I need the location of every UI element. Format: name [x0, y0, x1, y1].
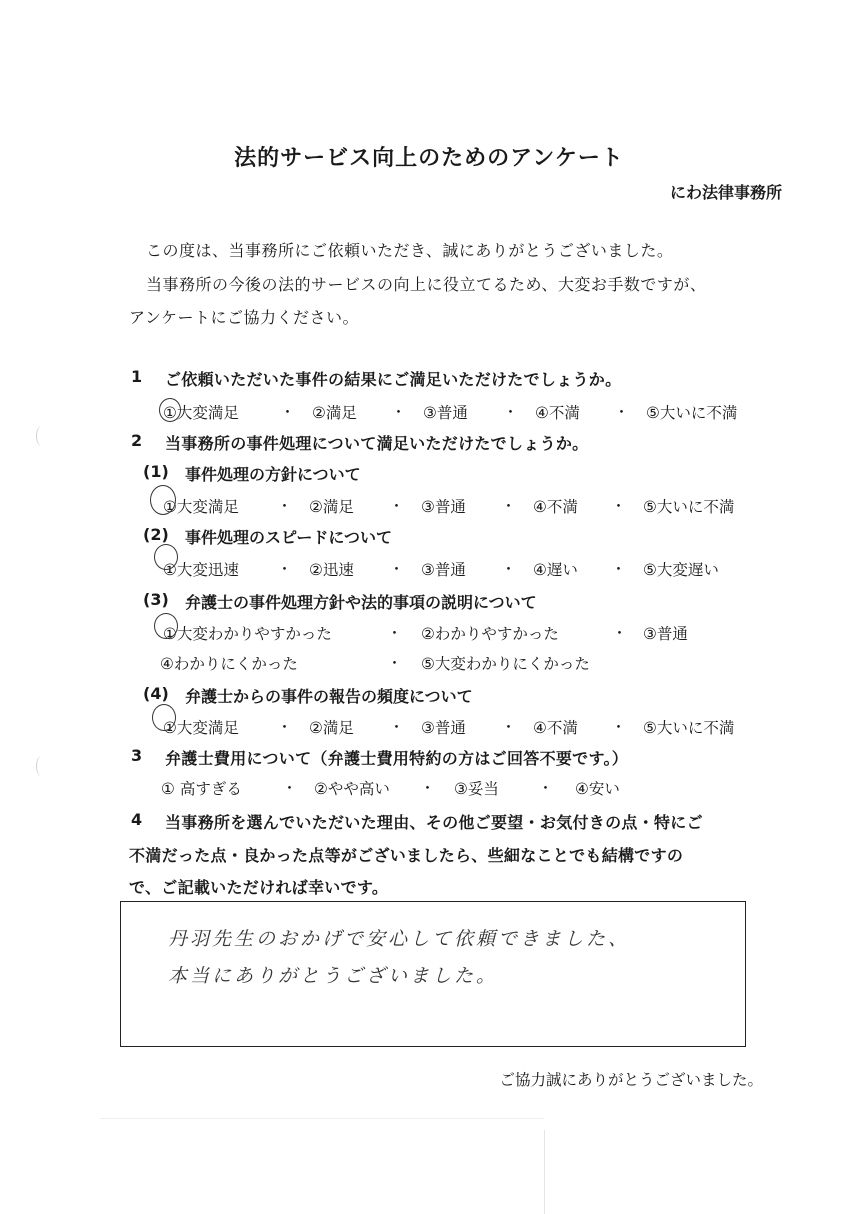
option-2[interactable]: ②わかりやすかった — [421, 625, 559, 643]
page-title: 法的サービス向上のためのアンケート — [234, 146, 624, 171]
question-number: 1 — [131, 367, 143, 386]
option-2[interactable]: ②やや高い — [314, 780, 390, 798]
option-4[interactable]: ④不満 — [533, 719, 578, 737]
option-3[interactable]: ③普通 — [421, 498, 466, 516]
option-4[interactable]: ④遅い — [533, 561, 578, 579]
separator: ・ — [387, 654, 403, 672]
question-number: 4 — [131, 810, 143, 829]
handwritten-answer: 丹羽先生のおかげで安心して依頼できました、 — [168, 928, 631, 950]
option-4[interactable]: ④安い — [575, 780, 620, 798]
option-5[interactable]: ⑤大変遅い — [643, 561, 719, 579]
separator: ・ — [611, 497, 627, 515]
option-3[interactable]: ③普通 — [423, 404, 468, 422]
subquestion-text: 弁護士からの事件の報告の頻度について — [185, 687, 473, 706]
separator: ・ — [501, 718, 517, 736]
selection-circle-mark — [152, 704, 176, 731]
option-2[interactable]: ②満足 — [309, 498, 354, 516]
subquestion-number: (1) — [143, 462, 169, 481]
separator: ・ — [280, 403, 296, 421]
option-3[interactable]: ③妥当 — [454, 780, 499, 798]
selection-circle-mark — [154, 613, 178, 639]
option-4[interactable]: ④不満 — [535, 404, 580, 422]
option-1[interactable]: ①大変わかりやすかった — [163, 625, 332, 643]
separator: ・ — [611, 560, 627, 578]
separator: ・ — [389, 497, 405, 515]
question-number: 3 — [131, 746, 143, 765]
option-3[interactable]: ③普通 — [643, 625, 688, 643]
subquestion-number: (3) — [143, 590, 169, 609]
separator: ・ — [614, 403, 630, 421]
subquestion-text: 弁護士の事件処理方針や法的事項の説明について — [185, 593, 537, 612]
separator: ・ — [277, 560, 293, 578]
separator: ・ — [389, 560, 405, 578]
option-1[interactable]: ① 高すぎる — [161, 780, 242, 798]
selection-circle-mark — [154, 544, 178, 570]
punch-hole-mark — [36, 756, 47, 776]
option-5[interactable]: ⑤大いに不満 — [643, 498, 735, 516]
option-3[interactable]: ③普通 — [421, 719, 466, 737]
separator: ・ — [391, 403, 407, 421]
office-name: にわ法律事務所 — [669, 183, 782, 202]
separator: ・ — [277, 718, 293, 736]
option-2[interactable]: ②迅速 — [309, 561, 354, 579]
handwritten-answer: 本当にありがとうございました。 — [168, 965, 499, 987]
question-text: 弁護士費用について（弁護士費用特約の方はご回答不要です。） — [165, 749, 629, 768]
selection-circle-mark — [150, 485, 176, 515]
separator: ・ — [277, 497, 293, 515]
question-text: 不満だった点・良かった点等がございましたら、些細なことでも結構ですの — [129, 846, 684, 865]
separator: ・ — [503, 403, 519, 421]
option-1[interactable]: ①大変満足 — [163, 719, 239, 737]
option-4[interactable]: ④わかりにくかった — [160, 655, 298, 673]
intro-line: アンケートにご協力ください。 — [129, 308, 360, 327]
subquestion-text: 事件処理の方針について — [185, 465, 361, 484]
question-number: 2 — [131, 431, 143, 450]
separator: ・ — [387, 624, 403, 642]
scan-edge — [544, 1130, 545, 1214]
separator: ・ — [612, 624, 628, 642]
intro-line: この度は、当事務所にご依頼いただき、誠にありがとうございました。 — [146, 241, 674, 260]
option-1[interactable]: ①大変迅速 — [163, 561, 239, 579]
question-text: 当事務所の事件処理について満足いただけたでしょうか。 — [165, 434, 589, 453]
option-2[interactable]: ②満足 — [312, 404, 357, 422]
intro-line: 当事務所の今後の法的サービスの向上に役立てるため、大変お手数ですが、 — [146, 275, 707, 294]
closing-thanks: ご協力誠にありがとうございました。 — [499, 1071, 763, 1089]
option-1[interactable]: ①大変満足 — [163, 498, 239, 516]
question-text: で、ご記載いただければ幸いです。 — [129, 878, 389, 897]
separator: ・ — [420, 779, 436, 797]
subquestion-number: (4) — [143, 684, 169, 703]
option-3[interactable]: ③普通 — [421, 561, 466, 579]
separator: ・ — [501, 497, 517, 515]
option-1[interactable]: ①大変満足 — [163, 404, 239, 422]
option-5[interactable]: ⑤大変わかりにくかった — [421, 655, 590, 673]
subquestion-text: 事件処理のスピードについて — [185, 528, 393, 547]
separator: ・ — [282, 779, 298, 797]
scan-edge — [100, 1118, 544, 1119]
subquestion-number: (2) — [143, 525, 169, 544]
separator: ・ — [501, 560, 517, 578]
question-text: ご依頼いただいた事件の結果にご満足いただけたでしょうか。 — [165, 370, 622, 389]
option-4[interactable]: ④不満 — [533, 498, 578, 516]
question-text: 当事務所を選んでいただいた理由、その他ご要望・お気付きの点・特にご — [165, 813, 703, 832]
separator: ・ — [389, 718, 405, 736]
selection-circle-mark — [159, 398, 181, 422]
separator: ・ — [611, 718, 627, 736]
option-5[interactable]: ⑤大いに不満 — [646, 404, 738, 422]
option-2[interactable]: ②満足 — [309, 719, 354, 737]
separator: ・ — [538, 779, 554, 797]
punch-hole-mark — [36, 426, 47, 446]
option-5[interactable]: ⑤大いに不満 — [643, 719, 735, 737]
